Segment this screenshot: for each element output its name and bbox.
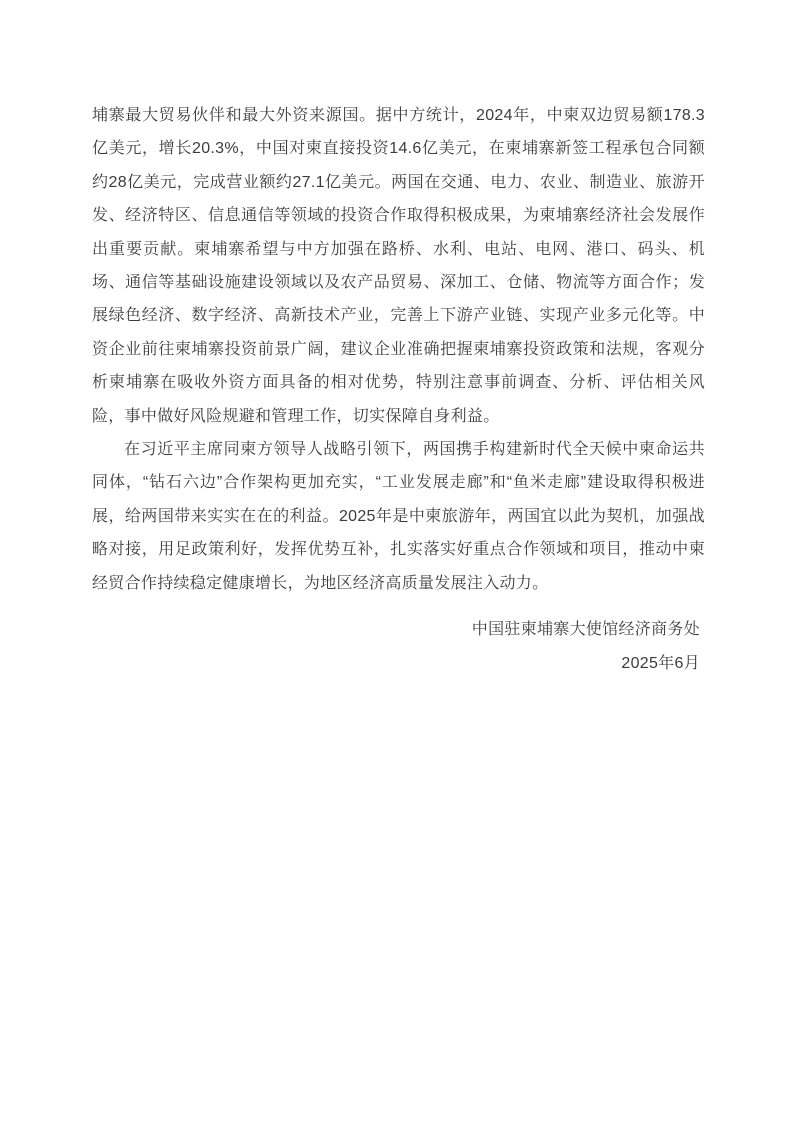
signature-date: 2025年6月 (621, 654, 700, 672)
signature-block (92, 613, 705, 680)
body-paragraph-outlook: 在习近平主席同柬方领导人战略引领下，两国携手构建新时代全天候中柬命运共同体，“钻石六边”合作架构更加充实，“工业发展走廊”和“鱼米走廊”建设取得积极进展，给两国带来实实在在的利益。2025年是中柬旅游年，两国宜以此为契机，加强战略对接，用足政策利好，发挥优势互补，扎实落实好重点合作领域和项目，推动中柬经贸合作持续稳定健康增长，为地区经济高质量发展注入动力。 (92, 441, 705, 592)
document-body (92, 99, 705, 680)
signature-organization: 中国驻柬埔寨大使馆经济商务处 (471, 621, 700, 639)
body-paragraph-trade-investment: 埔寨最大贸易伙伴和最大外资来源国。据中方统计，2024年，中柬双边贸易额178.3亿美元，增长20.3%，中国对柬直接投资14.6亿美元，在柬埔寨新签工程承包合同额约28亿美元，完成营业额约27.1亿美元。两国在交通、电力、农业、制造业、旅游开发、经济特区、信息通信等领域的投资合作取得积极成果，为柬埔寨经济社会发展作出重要贡献。柬埔寨希望与中方加强在路桥、水利、电站、电网、港口、码头、机场、通信等基础设施建设领域以及农产品贸易、深加工、仓储、物流等方面合作；发展绿色经济、数字经济、高新技术产业，完善上下游产业链、实现产业多元化等。中资企业前往柬埔寨投资前景广阔，建议企业准确把握柬埔寨投资政策和法规，客观分析柬埔寨在吸收外资方面具备的相对优势，特别注意事前调查、分析、评估相关风险，事中做好风险规避和管理工作，切实保障自身利益。 (92, 107, 705, 425)
